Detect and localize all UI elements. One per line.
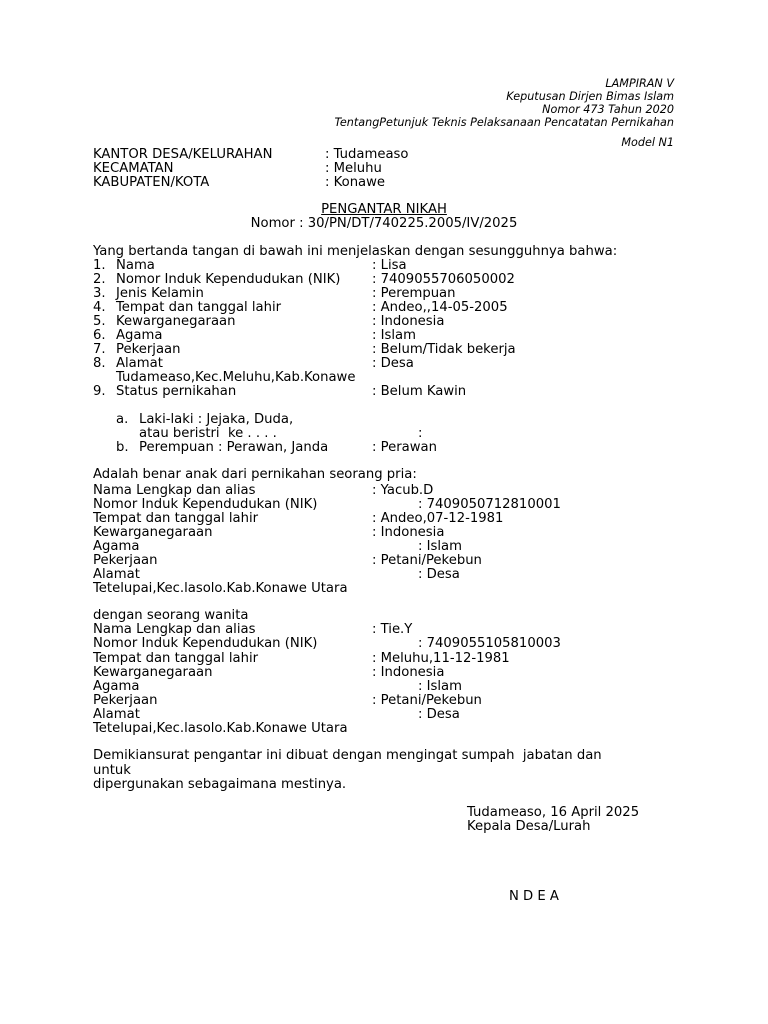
subject-num: 1.	[93, 258, 106, 273]
office-label-village: KANTOR DESA/KELURAHAN	[93, 147, 273, 162]
subject-label-occupation: Pekerjaan	[116, 342, 181, 357]
father-intro: Adalah benar anak dari pernikahan seorang pria:	[93, 467, 417, 482]
subject-num: 2.	[93, 272, 106, 287]
signature-place-date: Tudameaso, 16 April 2025	[467, 805, 640, 820]
mother-address-value: : Desa	[418, 707, 460, 722]
model-code: Model N1	[621, 136, 674, 149]
document-number: Nomor : 30/PN/DT/740225.2005/IV/2025	[250, 216, 518, 231]
father-name-label: Nama Lengkap dan alias	[93, 483, 256, 498]
subject-num: 8.	[93, 356, 106, 371]
father-occupation-value: : Petani/Pekebun	[372, 553, 482, 568]
status-value: : Belum Kawin	[372, 384, 467, 399]
option-b-value: : Perawan	[372, 440, 437, 455]
father-address-continued: Tetelupai,Kec.lasolo.Kab.Konawe Utara	[93, 581, 348, 596]
office-value-village: : Tudameaso	[325, 147, 409, 162]
document-title: PENGANTAR NIKAH	[321, 202, 447, 217]
subject-num: 6.	[93, 328, 106, 343]
mother-religion-value: : Islam	[418, 679, 462, 694]
mother-name-label: Nama Lengkap dan alias	[93, 622, 256, 637]
status-label: Status pernikahan	[116, 384, 237, 399]
subject-value-religion: : Islam	[372, 328, 416, 343]
subject-value-address: : Desa	[372, 356, 414, 371]
option-a-label: Laki-laki : Jejaka, Duda,	[139, 412, 294, 427]
mother-nik-value: : 7409055105810003	[418, 636, 561, 651]
father-nationality-label: Kewarganegaraan	[93, 525, 213, 540]
option-a-label-cont: atau beristri ke . . . .	[139, 426, 277, 441]
closing-line: Demikiansurat pengantar ini dibuat dengan mengingat sumpah jabatan dan	[93, 748, 602, 763]
father-nationality-value: : Indonesia	[372, 525, 445, 540]
subject-value-gender: : Perempuan	[372, 286, 456, 301]
intro-text: Yang bertanda tangan di bawah ini menjelaskan dengan sesungguhnya bahwa:	[93, 244, 618, 259]
mother-birth-value: : Meluhu,11-12-1981	[372, 651, 510, 666]
mother-address-label: Alamat	[93, 707, 140, 722]
father-religion-label: Agama	[93, 539, 140, 554]
status-num: 9.	[93, 384, 106, 399]
closing-line: untuk	[93, 763, 131, 778]
subject-label-nationality: Kewarganegaraan	[116, 314, 236, 329]
father-religion-value: : Islam	[418, 539, 462, 554]
signature-position: Kepala Desa/Lurah	[467, 819, 591, 834]
subject-value-nationality: : Indonesia	[372, 314, 445, 329]
father-birth-label: Tempat dan tanggal lahir	[93, 511, 259, 526]
option-a-value: :	[418, 426, 423, 441]
subject-num: 5.	[93, 314, 106, 329]
subject-num: 4.	[93, 300, 106, 315]
subject-num: 7.	[93, 342, 106, 357]
mother-nationality-value: : Indonesia	[372, 665, 445, 680]
mother-address-continued: Tetelupai,Kec.lasolo.Kab.Konawe Utara	[93, 721, 348, 736]
subject-num: 3.	[93, 286, 106, 301]
subject-label-address: Alamat	[116, 356, 163, 371]
attachment-number: Nomor 473 Tahun 2020	[542, 103, 674, 116]
office-value-regency: : Konawe	[325, 175, 386, 190]
father-occupation-label: Pekerjaan	[93, 553, 158, 568]
subject-label-name: Nama	[116, 258, 155, 273]
option-b-letter: b.	[116, 440, 129, 455]
mother-name-value: : Tie.Y	[372, 622, 413, 637]
signature-name: N D E A	[509, 889, 559, 904]
subject-value-birth: : Andeo,,14-05-2005	[372, 300, 508, 315]
mother-birth-label: Tempat dan tanggal lahir	[93, 651, 259, 666]
office-label-regency: KABUPATEN/KOTA	[93, 175, 210, 190]
office-label-district: KECAMATAN	[93, 161, 174, 176]
subject-label-religion: Agama	[116, 328, 163, 343]
subject-label-birth: Tempat dan tanggal lahir	[116, 300, 282, 315]
attachment-subject: TentangPetunjuk Teknis Pelaksanaan Pencatatan Pernikahan	[334, 116, 674, 129]
subject-label-nik: Nomor Induk Kependudukan (NIK)	[116, 272, 341, 287]
office-value-district: : Meluhu	[325, 161, 382, 176]
father-address-label: Alamat	[93, 567, 140, 582]
subject-address-continued: Tudameaso,Kec.Meluhu,Kab.Konawe	[116, 370, 356, 385]
mother-nationality-label: Kewarganegaraan	[93, 665, 213, 680]
mother-occupation-label: Pekerjaan	[93, 693, 158, 708]
subject-value-occupation: : Belum/Tidak bekerja	[372, 342, 516, 357]
mother-religion-label: Agama	[93, 679, 140, 694]
mother-occupation-value: : Petani/Pekebun	[372, 693, 482, 708]
attachment-title: LAMPIRAN V	[605, 77, 674, 90]
father-address-value: : Desa	[418, 567, 460, 582]
father-nik-label: Nomor Induk Kependudukan (NIK)	[93, 497, 318, 512]
subject-value-name: : Lisa	[372, 258, 407, 273]
mother-intro: dengan seorang wanita	[93, 608, 249, 623]
subject-value-nik: : 7409055706050002	[372, 272, 515, 287]
mother-nik-label: Nomor Induk Kependudukan (NIK)	[93, 636, 318, 651]
attachment-decree: Keputusan Dirjen Bimas Islam	[506, 90, 674, 103]
father-name-value: : Yacub.D	[372, 483, 434, 498]
father-birth-value: : Andeo,07-12-1981	[372, 511, 504, 526]
option-a-letter: a.	[116, 412, 129, 427]
option-b-label: Perempuan : Perawan, Janda	[139, 440, 329, 455]
closing-line: dipergunakan sebagaimana mestinya.	[93, 777, 347, 792]
father-nik-value: : 7409050712810001	[418, 497, 561, 512]
subject-label-gender: Jenis Kelamin	[116, 286, 204, 301]
